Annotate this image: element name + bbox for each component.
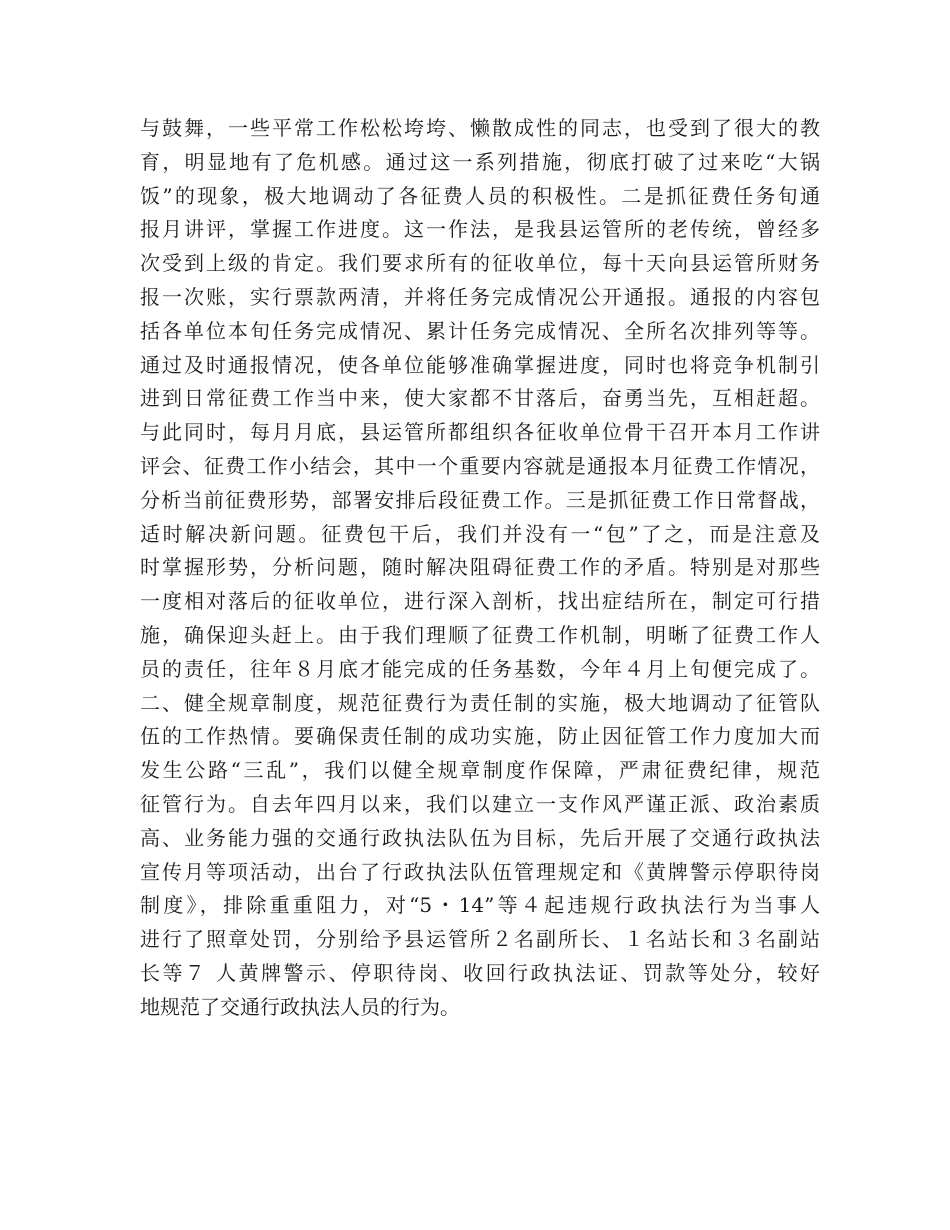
text-line: 时掌握形势，分析问题，随时解决阻碍征费工作的矛盾。特别是对那些 [140, 555, 820, 580]
text-line: 征管行为。自去年四月以来，我们以建立一支作风严谨正派、政治素质 [140, 791, 820, 816]
text-line: 适时解决新问题。征费包干后，我们并没有一“包”了之，而是注意及 [140, 521, 820, 546]
body-text [140, 112, 820, 1025]
text-line: 分析当前征费形势，部署安排后段征费工作。三是抓征费工作日常督战， [140, 487, 820, 512]
text-line: 二、健全规章制度，规范征费行为责任制的实施，极大地调动了征管队 [140, 690, 820, 715]
text-line: 进到日常征费工作当中来，使大家都不甘落后，奋勇当先，互相赶超。 [140, 386, 820, 411]
text-line: 与鼓舞，一些平常工作松松垮垮、懒散成性的同志，也受到了很大的教 [140, 116, 820, 140]
text-line: 宣传月等项活动，出台了行政执法队伍管理规定和《黄牌警示停职待岗 [140, 859, 820, 884]
text-line: 地规范了交通行政执法人员的行为。 [140, 994, 460, 1019]
text-line: 施，确保迎头赶上。由于我们理顺了征费工作机制，明晰了征费工作人 [140, 622, 820, 647]
text-line: 伍的工作热情。要确保责任制的成功实施，防止因征管工作力度加大而 [140, 724, 820, 749]
text-line: 次受到上级的肯定。我们要求所有的征收单位，每十天向县运管所财务 [140, 251, 820, 276]
text-line: 饭”的现象，极大地调动了各征费人员的积极性。二是抓征费任务旬通 [140, 183, 820, 208]
text-line: 通过及时通报情况，使各单位能够准确掌握进度，同时也将竞争机制引 [140, 352, 820, 377]
text-line: 评会、征费工作小结会，其中一个重要内容就是通报本月征费工作情况， [140, 453, 820, 478]
text-line: 制度》，排除重重阻力，对“5・14”等４起违规行政执法行为当事人 [140, 893, 820, 918]
text-line: 报月讲评，掌握工作进度。这一作法，是我县运管所的老传统，曾经多 [140, 217, 820, 242]
text-line: 报一次账，实行票款两清，并将任务完成情况公开通报。通报的内容包 [140, 284, 820, 309]
text-line: 长等７ 人黄牌警示、停职待岗、收回行政执法证、罚款等处分，较好 [140, 960, 820, 985]
text-line: 一度相对落后的征收单位，进行深入剖析，找出症结所在，制定可行措 [140, 589, 820, 614]
text-line: 进行了照章处罚，分别给予县运管所２名副所长、１名站长和３名副站 [140, 927, 820, 952]
text-line: 发生公路“三乱”，我们以健全规章制度作保障，严肃征费纪律，规范 [140, 758, 820, 783]
text-line: 育，明显地有了危机感。通过这一系列措施，彻底打破了过来吃“大锅 [140, 149, 820, 174]
text-line: 员的责任，往年８月底才能完成的任务基数，今年４月上旬便完成了。 [140, 656, 820, 681]
text-line: 与此同时，每月月底，县运管所都组织各征收单位骨干召开本月工作讲 [140, 420, 820, 445]
text-line: 括各单位本旬任务完成情况、累计任务完成情况、全所名次排列等等。 [140, 318, 820, 343]
text-line: 高、业务能力强的交通行政执法队伍为目标，先后开展了交通行政执法 [140, 825, 820, 850]
